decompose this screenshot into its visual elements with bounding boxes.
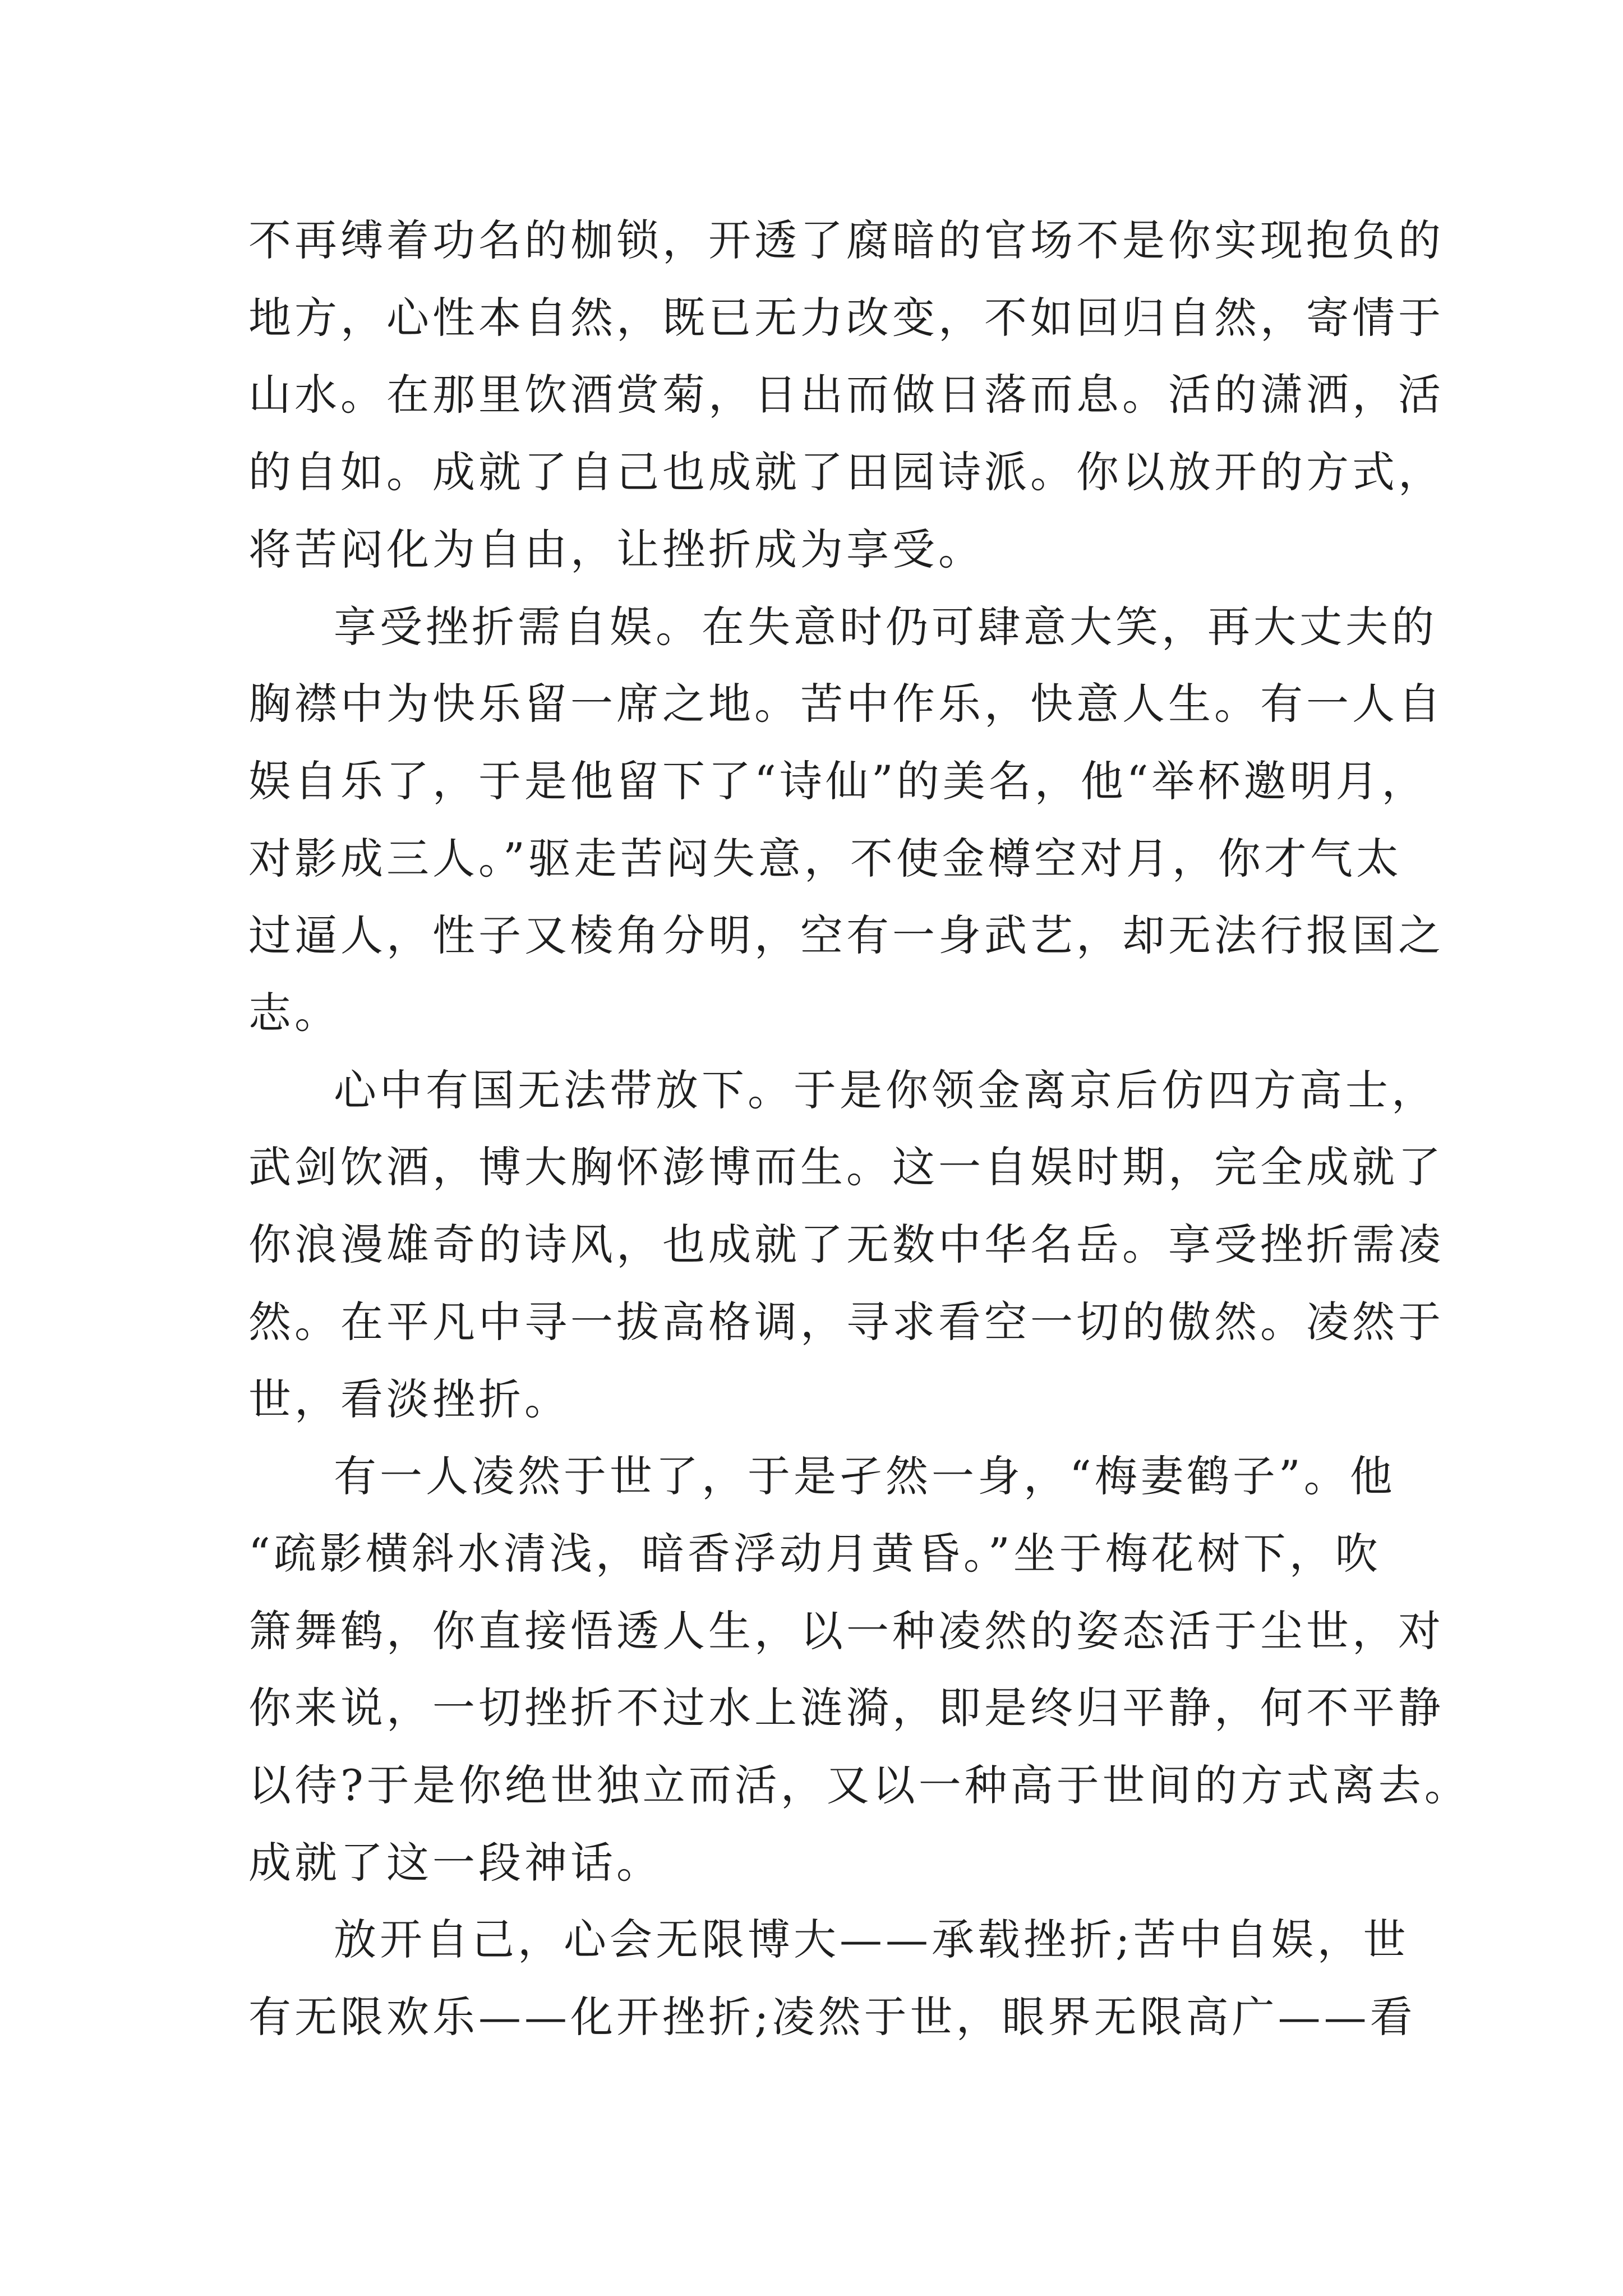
text-line: 有一人凌然于世了，于是孑然一身，“梅妻鹤子”。他 [334, 1451, 1396, 1502]
text-line: 你浪漫雄奇的诗风，也成就了无数中华名岳。享受挫折需凌 [248, 1220, 1444, 1270]
text-line: 以待?于是你绝世独立而活，又以一种高于世间的方式离去。 [248, 1760, 1470, 1811]
text-line: 志。 [248, 988, 340, 1038]
text-line: 对影成三人。”驱走苦闷失意，不使金樽空对月，你才气太 [248, 833, 1402, 884]
text-line: 心中有国无法带放下。于是你领金离京后仿四方高士， [334, 1065, 1437, 1115]
text-line: 世，看淡挫折。 [248, 1374, 570, 1424]
text-line: 放开自己，心会无限博大——承载挫折;苦中自娱，世 [334, 1915, 1409, 1965]
text-line: 箫舞鹤，你直接悟透人生，以一种凌然的姿态活于尘世，对 [248, 1605, 1444, 1656]
text-line: 山水。在那里饮酒赏菊，日出而做日落而息。活的潇洒，活 [248, 370, 1444, 420]
text-line: 不再缚着功名的枷锁，开透了腐暗的官场不是你实现抱负的 [248, 215, 1444, 265]
paragraph-3 [248, 1052, 1444, 1438]
text-line: 武剑饮酒，博大胸怀澎博而生。这一自娱时期，完全成就了 [248, 1142, 1444, 1193]
text-line: 地方，心性本自然，既已无力改变，不如回归自然，寄情于 [248, 292, 1444, 343]
text-line: 过逼人，性子又棱角分明，空有一身武艺，却无法行报国之 [248, 910, 1444, 961]
text-line: “疏影横斜水清浅，暗香浮动月黄昏。”坐于梅花树下，吹 [248, 1528, 1381, 1579]
text-line: 胸襟中为快乐留一席之地。苦中作乐，快意人生。有一人自 [248, 679, 1444, 729]
paragraph-4 [248, 1438, 1470, 1901]
text-line: 然。在平凡中寻一拔高格调，寻求看空一切的傲然。凌然于 [248, 1296, 1444, 1347]
text-line: 成就了这一段神话。 [248, 1837, 662, 1888]
text-line: 享受挫折需自娱。在失意时仍可肆意大笑，再大丈夫的 [334, 601, 1437, 652]
text-line: 有无限欢乐——化开挫折;凌然于世，眼界无限高广——看 [248, 1992, 1416, 2042]
paragraph-2 [248, 588, 1444, 1052]
text-line: 你来说，一切挫折不过水上涟漪，即是终归平静，何不平静 [248, 1683, 1444, 1733]
paragraph-5 [248, 1901, 1416, 2055]
text-line: 将苦闷化为自由，让挫折成为享受。 [248, 524, 984, 574]
essay-body [248, 202, 1470, 2056]
paragraph-1 [248, 202, 1444, 588]
text-line: 娱自乐了，于是他留下了“诗仙”的美名，他“举杯邀明月， [248, 756, 1428, 806]
text-line: 的自如。成就了自己也成就了田园诗派。你以放开的方式， [248, 447, 1444, 498]
